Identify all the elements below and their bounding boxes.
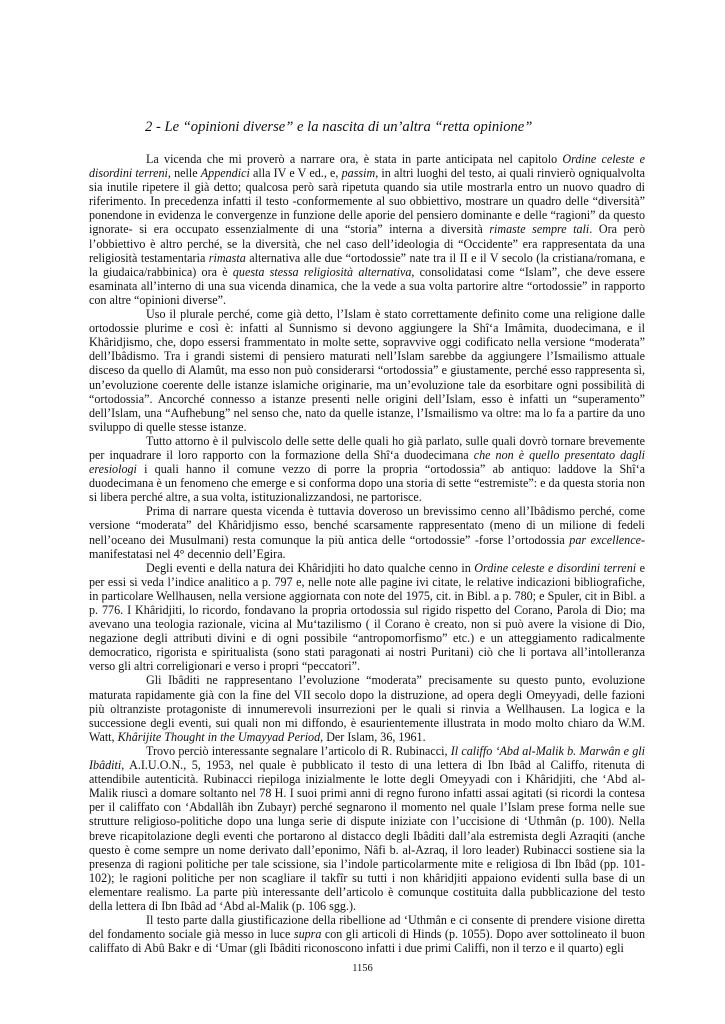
body-paragraph <box>89 434 645 504</box>
text-run: , consolidatasi come “Islam”, che deve essere esaminata all’interno di una sua vicenda dinamica, che la vede a sua volta partorire altre “ortodossie” in rapporto con altre “opinioni diverse”. <box>89 264 645 307</box>
italic-text: passim <box>341 166 376 181</box>
text-run: . Ora però l’obbiettivo è altro perché, se la diversità, che nel caso dell’ideologia di “Occidente” era rappresentata da una religiosità testamentaria <box>89 222 645 265</box>
body-text <box>89 152 645 955</box>
text-run: La vicenda che mi proverò a narrare ora, è stata in parte anticipata nel capitolo <box>146 152 563 166</box>
text-run: - manifestatasi nel 4° decennio dell’Egira. <box>89 532 645 561</box>
text-run: con gli articoli di Hinds (p. 1055). Dopo aver sottolineato il buon califfato di Abû Bakr e di ‘Umar (gli Ibâditi riconoscono infatti i due primi Califfi, non il terzo e il quarto) egli <box>89 927 646 956</box>
text-run: e per essi si veda l’indice analitico a p. 797 e, nelle note alle pagine ivi citate, le relative indicazioni bibliografiche, in particolare Wellhausen, nella versione aggiornata con note del 1975, cit. in Bibl. a p. 780; e Spuler, cit in Bibl. a p. 776. I Khâridjiti, lo ricordo, fondavano la propria ortodossia sul rigido rispetto del Corano, Parola di Dio; ma avevano una teologia razionale, vicina al Mu‘tazilismo ( il Corano è creato, non si può avere la visione di Dio, negazione degli attributi divini e di ogni possibile “antropomorfismo” etc.) e un atteggiamento radicalmente democratico, rigorista e spiritualista (sono stati paragonati ai nostri Puritani) ciò che li portava all’intolleranza verso gli altri correligionari e verso i propri “peccatori”. <box>89 560 645 674</box>
italic-text: Ordine celeste e disordini terreni <box>89 152 645 181</box>
italic-text: rimaste sempre tali <box>489 222 590 237</box>
italic-text: Khârijite Thought in the Umayyad Period <box>117 729 321 744</box>
text-run: Tutto attorno è il pulviscolo delle sette delle quali ho già parlato, sulle quali dovrò tornare brevemente per inquadrare il loro rapporto con la formazione della Shî‘a duodecimana <box>89 433 645 462</box>
italic-text: supra <box>293 927 322 942</box>
text-run: Trovo perciò interessante segnalare l’articolo di R. Rubinacci, <box>146 743 451 758</box>
body-paragraph <box>89 673 645 743</box>
text-run: Degli eventi e della natura dei Khâridjiti ho dato qualche cenno in <box>146 560 475 575</box>
text-run: , A.I.U.O.N., 5, 1953, nel quale è pubblicato il testo di una lettera di Ibn Ibâd al Califfo, ritenuta di attendibile autenticità. Rubinacci riepiloga inizialmente le lotte degli Omeyyadi con i Khâridjiti, che ‘Abd al-Malik riuscì a domare soltanto nel 78 H. I suoi primi anni di regno furono infatti assai agitati (si ricordi la contesa per il califfato con ‘Abdallâh ibn Zubayr) perché segnarono il momento nel quale l’Islam prese forma nelle sue strutture religioso-politiche dopo una lunga serie di dispute iniziate con l’uccisione di ‘Uthmân (p. 100). Nella breve ricapitolazione degli eventi che portarono al distacco degli Ibâditi dall’ala estremista degli Azraqiti (anche questo è come sempre un nome derivato dall’eponimo, Nâfi b. al-Azraq, il loro leader) Rubinacci sostiene sia la presenza di ragioni politiche per tale scissione, sia l’indole particolarmente mite e religiosa di Ibn Ibâd (pp. 101-102); le ragioni politiche per non scagliare il takfîr su tutti i non khâridjiti appaiono evidenti sulla base di un elementare realismo. La parte più interessante dell’articolo è comunque costituita dalla pubblicazione del testo della lettera di Ibn Ibâd ad ‘Abd al-Malik (p. 106 sgg.). <box>89 758 645 913</box>
italic-text: Appendici <box>200 166 250 181</box>
body-paragraph <box>89 561 645 674</box>
text-run: , in altri luoghi del testo, ai quali rinvierò ogniqualvolta sia inutile ripetere il già detto; qualcosa però sarà ripetuta quando sia utile mostrarla entro un nuovo quadro di riferimento. In precedenza infatti il testo -conformemente al suo obbiettivo, mostrare un quadro delle “diversità” ponendone in evidenza le convergenze in funzione delle aporie del pensiero dominante e delle “ragioni” da questo ignorate- si era occupato essenzialmente di una “storia” interna a diversità <box>89 166 645 237</box>
text-run: i quali hanno il comune vezzo di porre la propria “ortodossia” ab antiquo: laddove la Shî‘a duodecimana è un fenomeno che emerge e si conforma dopo una storia di sette “estremiste”: e da questa storia non si libera perché altre, a sua volta, istituzionalizzandosi, ne partorisce. <box>89 462 645 505</box>
text-run: alternativa alle due “ortodossie” nate tra il II e il V secolo (la cristiana/romana, e la giudaica/rabbinica) ora è <box>89 250 645 279</box>
italic-text: Il califfo ‘Abd al-Malik b. Marwân e gli Ibâditi <box>89 743 645 773</box>
body-paragraph <box>89 307 645 434</box>
text-run: , nelle <box>167 166 201 181</box>
text-run: , Der Islam, 36, 1961. <box>320 729 426 744</box>
section-heading: 2 - Le “opinioni diverse” e la nascita di un’altra “retta opinione” <box>145 119 533 135</box>
page-number: 1156 <box>352 963 373 974</box>
text-run: Gli Ibâditi ne rappresentano l’evoluzione “moderata” precisamente su questo punto, evoluzione maturata rapidamente già con la fine del VII secolo dopo la distruzione, ad opera degli Omeyyadi, delle fazioni più oltranziste protagoniste di innumerevoli insurrezioni per le quali si rinvia a Wellhausen. La logica e la successione degli eventi, sui quali non mi diffondo, è esaurientemente illustrata in modo molto chiaro da W.M. Watt, <box>89 673 645 744</box>
text-run: Uso il plurale perché, come già detto, l’Islam è stato correttamente definito come una religione dalle ortodossie plurime e così è: infatti al Sunnismo si devono aggiungere la Shî‘a Imâmita, duodecimana, e il Khâridjismo, che, dopo essersi frammentato in molte sette, sopravvive oggi codificato nella versione “moderata” dell’Ibâdismo. Tra i grandi sistemi di pensiero maturati nell’Islam sarebbe da aggiungere l’Ismailismo attuale disceso da quello di Alamût, ma esso non può considerarsi “ortodossia” e giustamente, perché esso rappresenta sì, un’evoluzione coerente delle istanze islamiche originarie, ma un’evoluzione tale da esorbitare ogni possibilità di “ortodossia”. Ancorché connesso a istanze presenti nelle origini dell’Islam, esso è infatti un “superamento” dell’Islam, una “Aufhebung” nel senso che, nato da quelle istanze, l’Ismailismo va oltre: ma lo fa a partire da uno sviluppo di quelle stesse istanze. <box>89 307 645 434</box>
italic-text: Ordine celeste e disordini terreni <box>474 560 637 575</box>
italic-text: rimasta <box>208 250 246 265</box>
body-paragraph <box>89 504 645 560</box>
text-run: Prima di narrare questa vicenda è tuttavia doveroso un brevissimo cenno all’Ibâdismo perché, come versione “moderata” del Khâridjismo esso, benché scarsamente rappresentato (meno di un milione di fedeli nell’oceano dei Musulmani) resta comunque la più antica delle “ortodossie” -forse l’ortodossia <box>89 504 645 547</box>
body-paragraph <box>89 744 645 913</box>
body-paragraph <box>89 152 645 307</box>
document-page <box>89 118 645 955</box>
italic-text: par excellence <box>569 532 641 547</box>
italic-text: che non è quello presentato dagli eresiologi <box>89 447 645 477</box>
text-run: alla IV e V ed., e, <box>249 166 342 181</box>
text-run: Il testo parte dalla giustificazione della ribellione ad ‘Uthmân e ci consente di prendere visione diretta del fondamento sociale già messo in luce <box>89 913 645 942</box>
italic-text: questa stessa religiosità alternativa <box>232 264 412 279</box>
body-paragraph <box>89 913 645 955</box>
